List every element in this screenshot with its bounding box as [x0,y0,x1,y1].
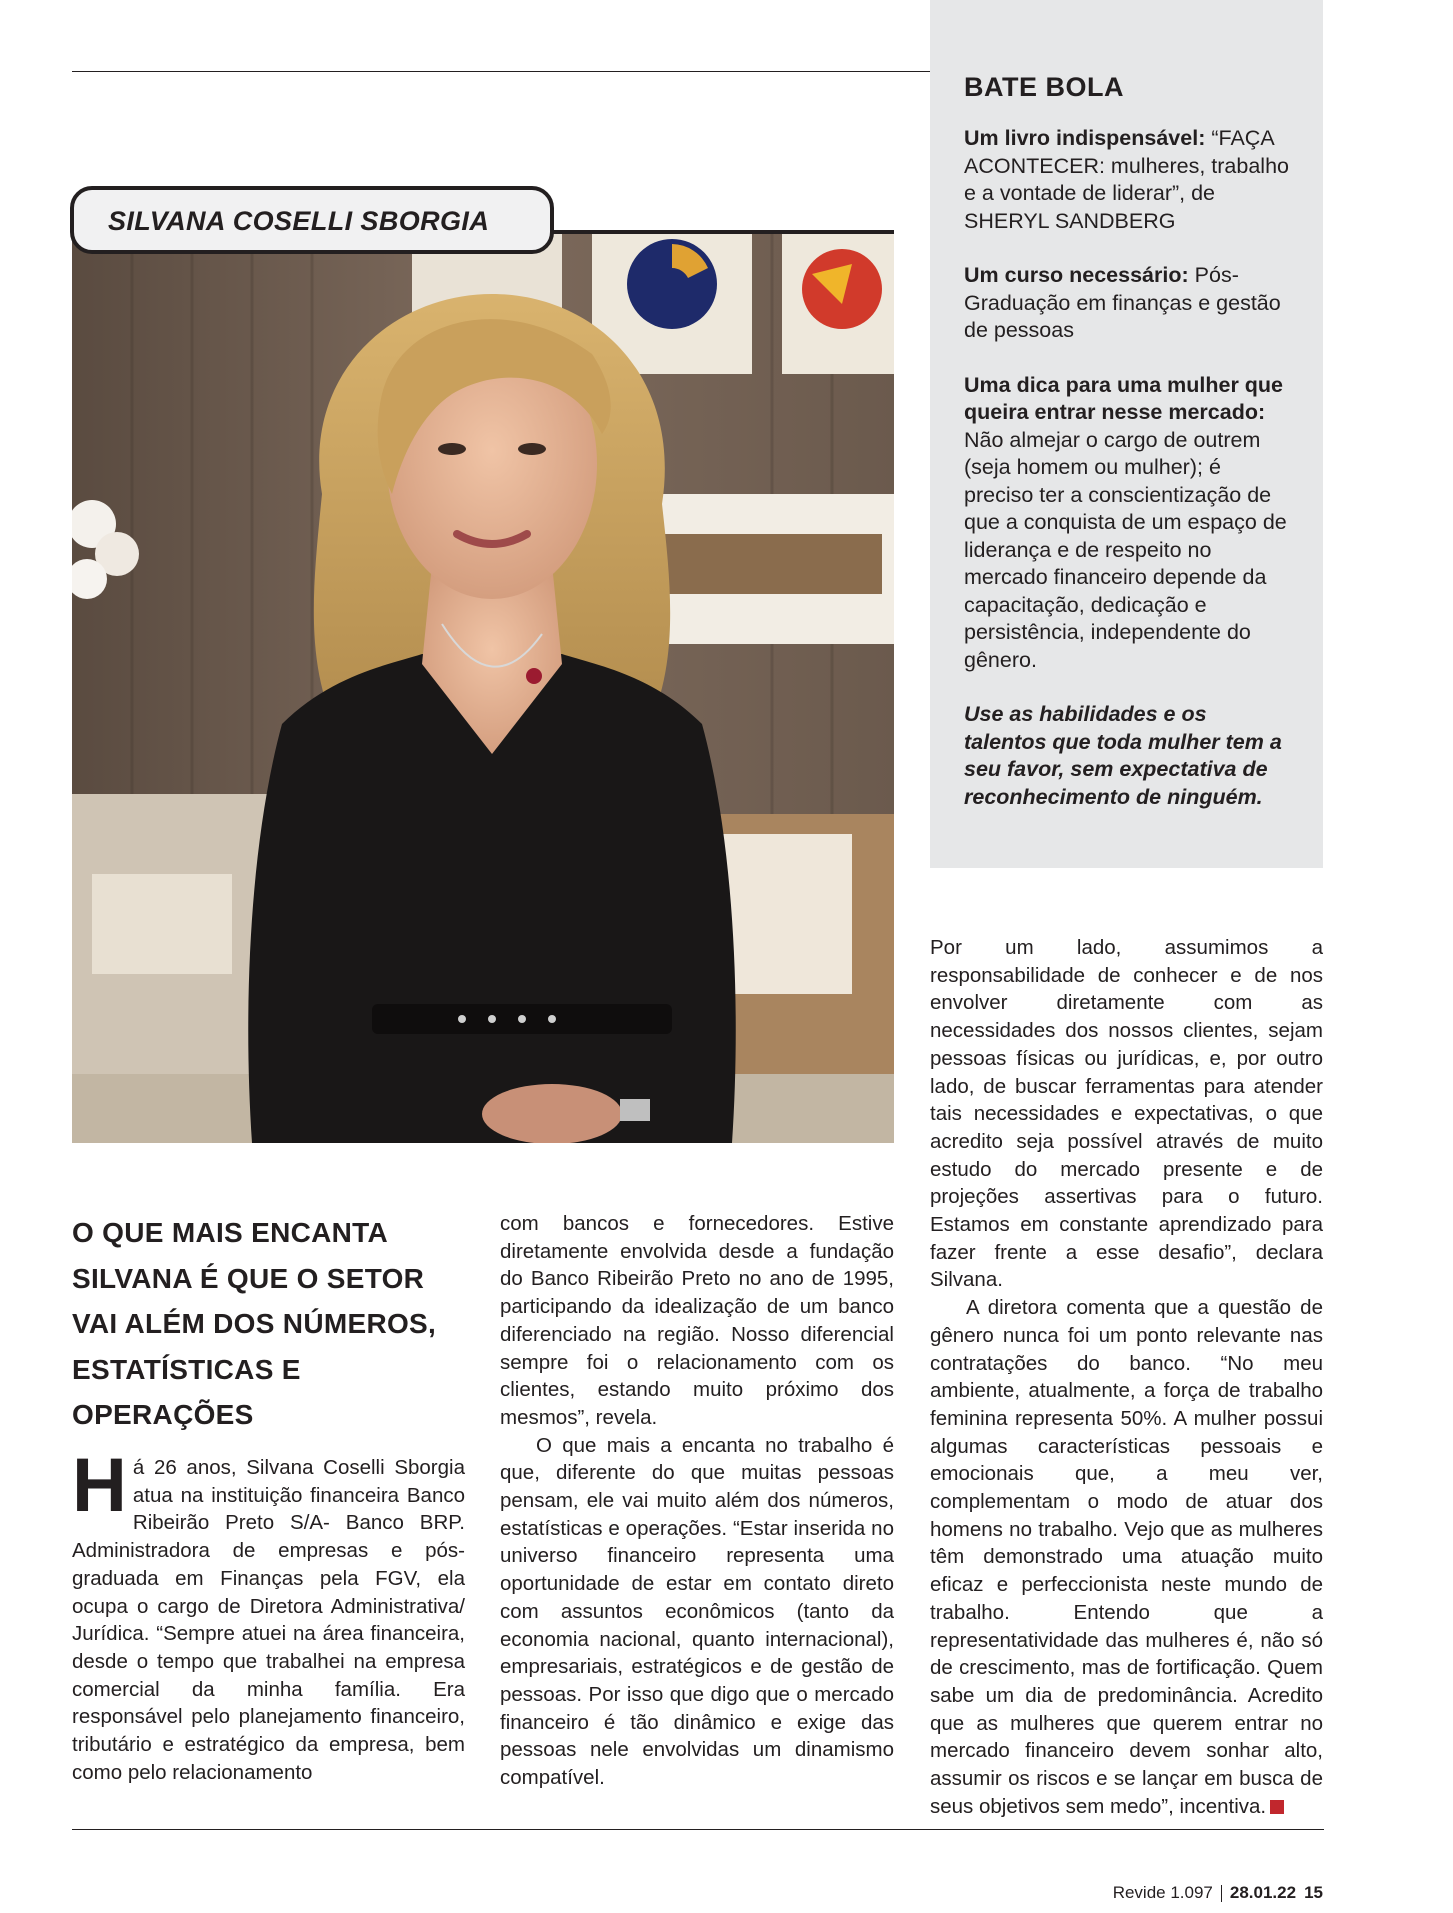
sidebar-tip-text: Não almejar o cargo de outrem (seja homem ou mulher); é preciso ter a conscientização de que a conquista de um espaço de liderança e de respeito no mercado financeiro depende da capacitação, dedicação e persistência, independente do gênero. [964,427,1287,672]
sidebar-course [964,262,1293,345]
end-mark-icon: R [1270,1800,1284,1814]
article-paragraph: O que mais a encanta no trabalho é que, diferente do que muitas pessoas pensam, ele vai muito além dos números, estatísticas e operações. “Estar inserida no universo financeiro representa uma oportunidade de estar em contato direto com assuntos econômicos (tanto da economia nacional, quanto internacional), empresariais, estratégicos e de gestão de pessoas. Por isso que digo que o mercado financeiro é tão dinâmico e exige das pessoas nele envolvidas um dinamismo compatível. [500,1433,894,1790]
article-paragraph [72,1443,465,1786]
sidebar-book [964,125,1293,235]
sidebar-tip-label: Uma dica para uma mulher que queira entrar nesse mercado: [964,372,1284,424]
page-footer [1113,1883,1323,1903]
sidebar-tip [964,372,1293,675]
drop-cap: H [72,1443,127,1528]
page-number: 15 [1304,1883,1323,1902]
article-paragraph: Por um lado, assumimos a responsabilidade de conhecer e de nos envolver diretamente com as necessidades dos nossos clientes, sejam pessoas físicas ou jurídicas, e, por outro lado, de buscar ferramentas para atender tais necessidades e expectativas, o que acredito seja possível através de muito estudo do mercado presente e de projeções assertivas para o futuro. Estamos em constante aprendizado para fazer frente a esse desafio”, declara Silvana. [930,936,1323,1292]
bate-bola-sidebar [930,0,1323,868]
footer-separator [1221,1885,1222,1902]
bottom-rule [72,1829,1324,1830]
name-tag-text: SILVANA COSELLI SBORGIA [108,206,490,236]
article-column-2 [500,1210,894,1792]
article-paragraph [930,1294,1323,1820]
article-column-1 [72,1443,465,1786]
portrait-photo [72,230,894,1143]
article-col3-text: A diretora comenta que a questão de gênero nunca foi um ponto relevante nas contratações do banco. “No meu ambiente, atualmente, a força de trabalho feminina representa 50%. A mulher possui algumas características pessoais e emocionais que, a meu ver, complementam o modo de atuar dos homens no trabalho. Vejo que as mulheres têm demonstrado uma atuação muito eficaz e perfeccionista neste mundo de trabalho. Entendo que a representatividade das mulheres é, não só de crescimento, mas de fortificação. Quem sabe um dia de predominância. Acredito que as mulheres que querem entrar no mercado financeiro devem sonhar alto, assumir os riscos e se lançar em busca de seus objetivos sem medo”, incentiva. [930,1296,1323,1818]
sidebar-book-label: Um livro indispensável: [964,126,1206,150]
top-rule [72,71,930,72]
sidebar-book-text: “FAÇA ACONTECER: mulheres, trabalho e a vontade de liderar”, de SHERYL SANDBERG [964,126,1289,233]
sidebar-course-text: Pós-Graduação em finanças e gestão de pessoas [964,263,1281,342]
footer-magazine: Revide 1.097 [1112,1883,1213,1902]
sidebar-course-label: Um curso necessário: [964,263,1189,287]
sidebar-title: BATE BOLA [964,72,1124,102]
article-paragraph: com bancos e fornecedores. Estive diretamente envolvida desde a fundação do Banco Ribeirão Preto no ano de 1995, participando da idealização de um banco diferenciado na região. Nosso diferencial sempre foi o relacionamento com os clientes, estando muito próximo dos mesmos”, revela. [500,1212,894,1429]
footer-date: 28.01.22 [1229,1883,1297,1902]
sidebar-quote: Use as habilidades e os talentos que toda mulher tem a seu favor, sem expectativa de reconhecimento de ninguém. [964,702,1282,809]
article-col1-text: á 26 anos, Silvana Coselli Sborgia atua na instituição financeira Banco Ribeirão Preto S/A- Banco BRP. Administradora de empresas e pós-graduada em Finanças pela FGV, ela ocupa o cargo de Diretora Administrativa/ Jurídica. “Sempre atuei na área financeira, desde o tempo que trabalhei na empresa comercial da minha família. Era responsável pelo planejamento financeiro, tributário e estratégico da empresa, bem como pelo relacionamento [72,1456,465,1784]
name-tag [70,186,554,254]
article-headline: O QUE MAIS ENCANTA SILVANA É QUE O SETOR VAI ALÉM DOS NÚMEROS, ESTATÍSTICAS E OPERAÇÕES [72,1217,437,1430]
article-column-3 [930,934,1323,1821]
